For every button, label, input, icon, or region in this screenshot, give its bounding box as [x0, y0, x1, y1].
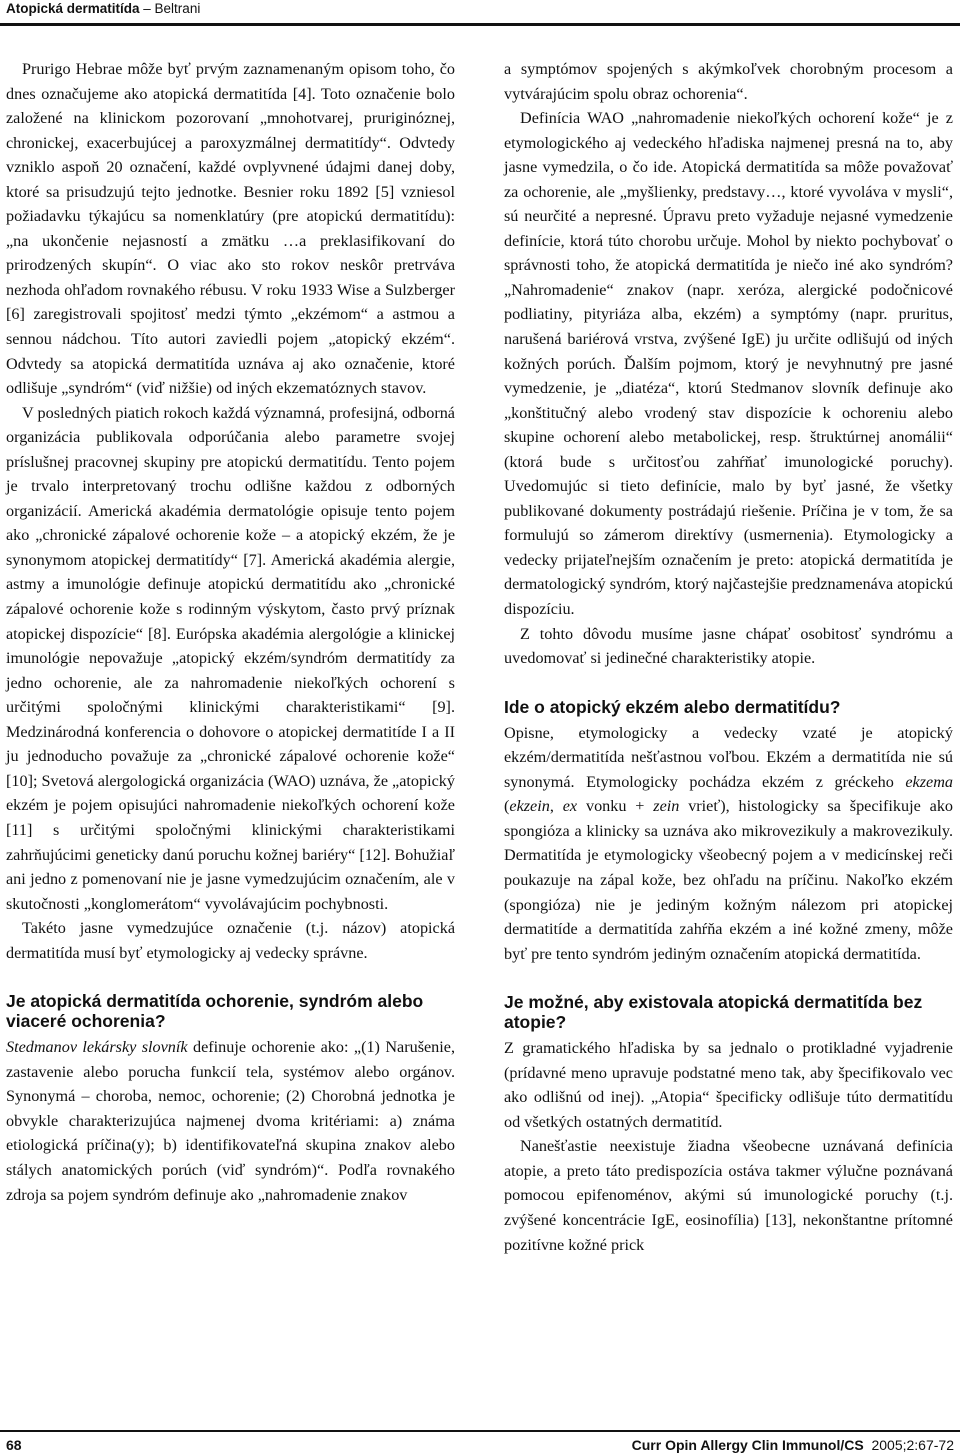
paragraph: Z gramatického hľadiska by sa jednalo o protikladné vyjadrenie (prídavné meno upravuje podstatné meno tak, aby špecifikovalo vec ako odlišnú od inej). „Atopia“ špecificky odlišuje túto dermatitídu od všetkých ostatných dermatitíd. — [504, 1039, 953, 1131]
section-heading: Je možné, aby existovala atopická dermatitída bez atopie? — [504, 992, 923, 1033]
paragraph — [504, 721, 953, 966]
text-span: , — [549, 797, 563, 816]
section-heading: Ide o atopický ekzém alebo dermatitídu? — [504, 696, 841, 717]
italic-source: Stedmanov lekársky slovník — [6, 1038, 188, 1057]
italic-term: ekzema — [905, 772, 953, 791]
paragraph: Nanešťastie neexistuje žiadna všeobecne uznávaná definícia atopie, a preto táto predispozícia ostáva takmer výlučne poznávaná pomocou epifenoménov, akými sú imunologické poruchy (t.j. zvýšené koncentrácie IgE, eosinofília) [13], nekonštantne prítomné pozitívne kožné prick — [504, 1137, 953, 1254]
running-head-title: Atopická dermatitída — [6, 1, 140, 16]
text-span: vonku + — [577, 797, 654, 816]
section-heading: Je atopická dermatitída ochorenie, syndróm alebo viaceré ochorenia? — [6, 991, 424, 1032]
text-span: Opisne, etymologicky a vedecky vzaté je atopický ekzém/dermatitída nešťastnou voľbou. Ekzém a dermatitída nie sú synonymá. Etymologicky pochádza ekzém z gréckeho — [504, 723, 953, 791]
paragraph: Definícia WAO „nahromadenie niekoľkých ochorení kože“ je z etymologického aj vedeckého hľadiska najmenej presná na to, aby jasne vymedzila, o čo ide. Atopická dermatitída sa môže považovať za ochorenie, ale „myšlienky, predstavy…, ktoré vyvoláva v mysli“, sú neurčité a nepresné. Úpravu preto vyžaduje nejasné vymedzenie definície, ktorá túto chorobu určuje. Mohol by niekto pochybovať o správnosti toho, že atopická dermatitída je niečo iné ako syndróm? „Nahromadenie“ znakov (napr. xeróza, alergické podočnicové podliatiny, pityriáza alba, ekzém) a symptómy (napr. pruritus, narušená bariérová vrstva, zvýšené IgE) ju určite odlišujú od iných kožných porúch. Ďalším pojmom, ktorý je nevyhnutný pre jasné vymedzenie, je „diatéza“, ktorú Stedmanov slovník definuje ako „konštitučný alebo vrodený stav dispozície k ochoreniu alebo skupine ochorení alebo metabolickej, resp. štruktúrnej anomálii“ (ktorá bude s určitosťou zahŕňať imunologické poruchy). Uvedomujúc si tieto definície, malo by byť jasné, že všetky publikované dokumenty postrádajú riešenie. Príčina je v tom, že sa formulujú so zámerom direktívy (usmernenia). Etymologicky a vedecky prijateľnejším označením je preto: atopická dermatitída je dermatologický syndróm, ktorý najčastejšie predznamenáva atopickú dispozíciu. — [504, 109, 953, 619]
running-head — [6, 0, 200, 18]
paragraph: Z tohto dôvodu musíme jasne chápať osobitosť syndrómu a uvedomovať si jedinečné charakteristiky atopie. — [504, 624, 953, 668]
right-column — [504, 57, 953, 1257]
journal-reference — [632, 1436, 954, 1454]
paragraph-text: definuje ochorenie ako: „(1) Narušenie, zastavenie alebo porucha funkcií tela, systémov alebo orgánov. Synonymá – choroba, nemoc, ochorenie; (2) Chorobná jednotka je obvykle charakterizujúca najmenej dvoma kritériami: a) známa etiologická príčina(y); b) identifikovateľná skupina znakov alebo stálych anatomických porúch (viď syndróm)“. Podľa rovnakého zdroja sa pojem syndróm definuje ako „nahromadenie znakov — [6, 1038, 455, 1204]
running-head-company: Beltrani — [154, 1, 201, 16]
paragraph: Takéto jasne vymedzujúce označenie (t.j. názov) atopická dermatitída musí byť etymologicky aj vedecky správne. — [6, 919, 455, 962]
italic-term: ekzein — [509, 797, 550, 816]
paragraph: Prurigo Hebrae môže byť prvým zaznamenaným opisom toho, čo dnes označujeme ako atopická dermatitída [4]. Toto označenie bolo založené na klinickom pozorovaní „mnohotvarej, pruriginóznej, chronickej, exacerbujúcej a paroxyzmálnej dermatitídy“. Odvtedy vzniklo aspoň 20 označení, každé ovplyvnené údajmi danej doby, ktoré sa prisudzujú tejto jednotke. Besnier roku 1892 [5] vzniesol požiadavku týkajúcu sa nomenklatúry (pre atopickú dermatitídu): „na ukončenie nejasností a zmätku …a preklasifikovaní do prirodzených skupín“. O viac ako sto rokov neskôr pretrváva nezhoda ohľadom rovnakého rébusu. V roku 1933 Wise a Sulzberger [6] zaregistrovali spojitosť medzi týmto „ekzémom“ a astmou a sennou nádchou. Títo autori zaviedli pojem „atopický ekzém“. Odvtedy sa atopická dermatitída uznáva aj ako označenie, ktoré odlišuje „syndróm“ (viď nižšie) od iných ekzematóznych stavov. — [6, 60, 455, 398]
journal-citation: 2005;2:67-72 — [871, 1437, 954, 1453]
italic-term: ex — [562, 797, 578, 816]
text-span: ( — [504, 797, 510, 816]
paragraph — [6, 1035, 455, 1207]
journal-abbrev: Curr Opin Allergy Clin Immunol/CS — [631, 1437, 864, 1453]
italic-term: zein — [653, 797, 680, 816]
paragraph: V posledných piatich rokoch každá významná, profesijná, odborná organizácia publikovala odporúčania alebo parametre svojej príslušnej pracovnej skupiny pre atopickú dermatitídu. Tento pojem je trvalo interpretovaný trochu odlišne každou z odborných organizácií. Americká akadémia dermatológie opisuje tento pojem ako „chronické zápalové ochorenie kože – a atopický ekzém, že je synonymom atopickej dermatitídy“ [7]. Americká akadémia alergie, astmy a imunológie definuje atopickú dermatitídu ako „chronické zápalové ochorenie kože s rodinným výskytom, často prvý príznak atopickej dispozície“ [8]. Európska akadémia alergológie a klinickej imunológie nepovažuje „atopický ekzém/syndróm dermatitídy za jedno ochorenie, ale za nahromadenie niekoľkých ochorení s určitými spoločnými klinickými charakteristikami“ [9]. Medzinárodná konferencia o dohovore o atopickej dermatitíde I a II ju jednoducho považuje za „chronické zápalové ochorenie kože“ [10]; Svetová alergologická organizácia (WAO) uznáva, že „atopický ekzém je pojem opisujúci nahromadenie niekoľkých ochorení kože [11] s určitými spoločnými klinickými charakteristikami zahrňujúcimi geneticky danú poruchu kožnej bariéry“ [12]. Bohužiaľ ani jedno z pomenovaní nie je jasne vymedzujúcim označením, ale v skutočnosti „konglomerátom“ vyvolávajúcim pochybnosti. — [6, 403, 455, 913]
running-head-separator: – — [139, 1, 155, 16]
text-span: vrieť), histologicky sa špecifikuje ako spongióza a klinicky sa uznáva ako mikrovezikuly a makrovezikuly. Dermatitída je etymologicky všeobecný pojem a v medicínskej reči poukazuje na zápal kože, bez ohľadu na príčinu. Nakoľko ekzém (spongióza) nie je jediným kožným nálezom pri atopickej dermatitíde a dermatitída zahŕňa ekzém a iné kožné zmeny, môže byť pre tento syndróm jediným označením atopická dermatitída. — [504, 797, 954, 963]
header-rule — [0, 23, 960, 26]
page-number: 68 — [6, 1437, 22, 1453]
footer-rule — [0, 1430, 960, 1432]
paragraph: a symptómov spojených s akýmkoľvek chorobným procesom a vytvárajúcim spolu obraz ochorenia“. — [504, 60, 953, 103]
left-column — [6, 57, 455, 1207]
